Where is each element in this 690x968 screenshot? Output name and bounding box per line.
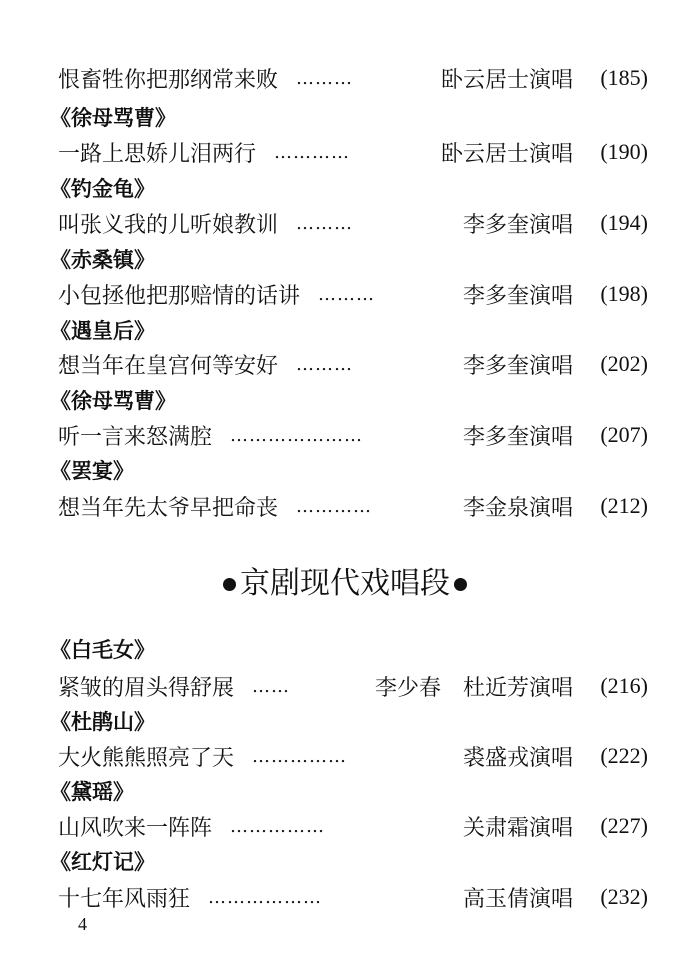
lyric-title: 山风吹来一阵阵 (58, 815, 213, 841)
performer: 李多奎演唱 (462, 283, 573, 309)
lyric-title: 想当年先太爷早把命丧 (58, 495, 279, 521)
toc-entry (58, 61, 648, 95)
performer: 李金泉演唱 (462, 495, 573, 521)
lyric-title: 十七年风雨狂 (58, 886, 191, 912)
toc-entry (58, 880, 648, 914)
page-ref: (227) (600, 813, 648, 838)
leader-dots: ……… (318, 283, 376, 305)
leader-dots: ………………… (230, 424, 364, 446)
opera-title: 《黛瑶》 (50, 780, 134, 804)
performer: 李多奎演唱 (462, 353, 573, 379)
opera-title: 《徐母骂曹》 (50, 389, 176, 413)
lyric-title: 一路上思娇儿泪两行 (58, 141, 257, 167)
lyric-title: 恨畜牲你把那纲常来败 (58, 67, 279, 93)
page-ref: (185) (600, 65, 648, 90)
toc-entry (58, 418, 648, 452)
toc-entry (58, 347, 648, 381)
performer: 卧云居士演唱 (440, 67, 573, 93)
leader-dots: …………… (252, 745, 348, 767)
opera-title: 《徐母骂曹》 (50, 106, 176, 130)
page-number: 4 (78, 914, 87, 934)
toc-entry (58, 277, 648, 311)
page-ref: (216) (600, 673, 648, 698)
opera-title: 《钓金龟》 (50, 177, 155, 201)
opera-title: 《赤桑镇》 (50, 248, 155, 272)
performer: 关肃霜演唱 (462, 815, 573, 841)
opera-title: 《杜鹃山》 (50, 710, 155, 734)
page-ref: (232) (600, 884, 648, 909)
leader-dots: ……………… (208, 886, 323, 908)
lyric-title: 想当年在皇宫何等安好 (58, 353, 279, 379)
page-ref: (207) (600, 422, 648, 447)
toc-entry (58, 489, 648, 523)
performer: 李多奎演唱 (462, 424, 573, 450)
page-ref: (212) (600, 493, 648, 518)
lyric-title: 紧皱的眉头得舒展 (58, 675, 235, 701)
lyric-title: 大火熊熊照亮了天 (58, 745, 235, 771)
performer: 高玉倩演唱 (462, 886, 573, 912)
toc-entry (58, 135, 648, 169)
performer: 裘盛戎演唱 (462, 745, 573, 771)
opera-title: 《罢宴》 (50, 459, 134, 483)
lyric-title: 小包拯他把那赔情的话讲 (58, 283, 301, 309)
leader-dots: ……… (296, 212, 354, 234)
performer: 卧云居士演唱 (440, 141, 573, 167)
opera-title: 《红灯记》 (50, 850, 155, 874)
section-title: 京剧现代戏唱段 (240, 566, 450, 601)
lyric-title: 听一言来怒满腔 (58, 424, 213, 450)
lyric-title: 叫张义我的儿听娘教训 (58, 212, 279, 238)
opera-title: 《白毛女》 (50, 638, 155, 662)
leader-dots: ………… (274, 141, 351, 163)
section-heading (0, 558, 690, 602)
opera-title: 《遇皇后》 (50, 319, 155, 343)
page-ref: (222) (600, 743, 648, 768)
toc-entry (58, 809, 648, 843)
leader-dots: ………… (296, 495, 373, 517)
page-ref: (198) (600, 281, 648, 306)
leader-dots: ……… (296, 67, 354, 89)
leader-dots: ……… (296, 353, 354, 375)
page-ref: (202) (600, 351, 648, 376)
toc-entry (58, 206, 648, 240)
bullet-icon (223, 578, 236, 591)
toc-entry (58, 669, 648, 703)
performer: 李多奎演唱 (462, 212, 573, 238)
bullet-icon (454, 578, 467, 591)
leader-dots: …………… (230, 815, 326, 837)
leader-dots: …… (252, 675, 291, 697)
performer: 李少春 杜近芳演唱 (374, 675, 573, 701)
page-ref: (194) (600, 210, 648, 235)
page-ref: (190) (600, 139, 648, 164)
toc-entry (58, 739, 648, 773)
